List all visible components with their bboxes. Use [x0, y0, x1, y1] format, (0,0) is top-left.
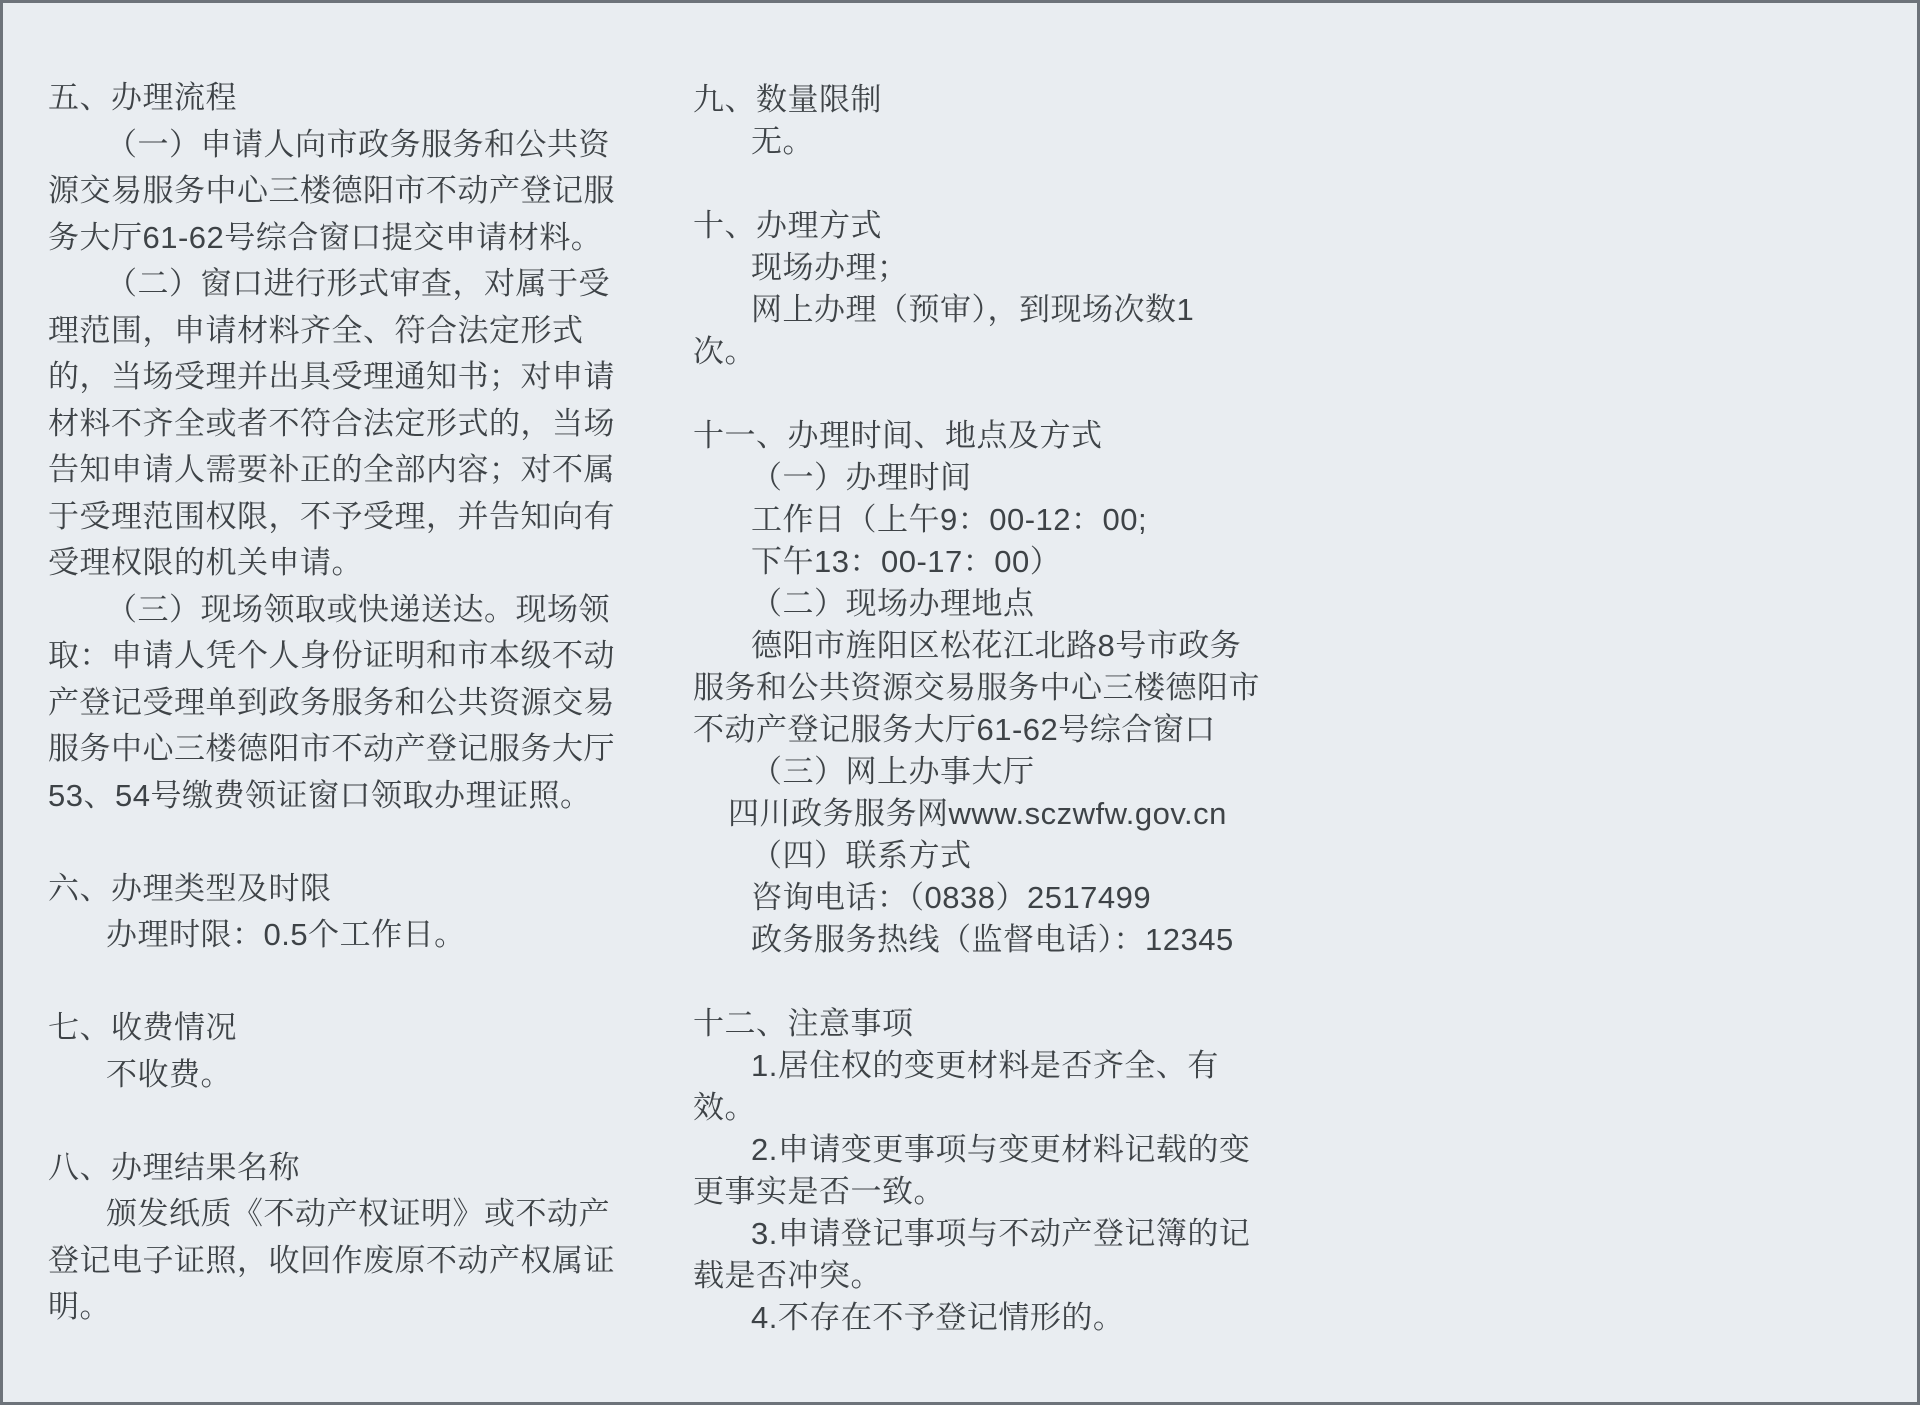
text-line: 4.不存在不予登记情形的。 — [751, 1300, 1125, 1335]
text-line: 颁发纸质《不动产权证明》或不动产 — [106, 1196, 610, 1231]
text-line: 不收费。 — [106, 1056, 232, 1092]
text-line: 产登记受理单到政务服务和公共资源交易 — [48, 684, 615, 720]
text-line: （一）申请人向市政务服务和公共资 — [106, 126, 610, 162]
text-line: 十、办理方式 — [693, 208, 882, 243]
text-line: 次。 — [693, 334, 756, 369]
text-line: （二）窗口进行形式审查，对属于受 — [106, 266, 610, 301]
text-line: 十一、办理时间、地点及方式 — [693, 418, 1103, 453]
text-line: 六、办理类型及时限 — [48, 870, 332, 906]
text-line: 不动产登记服务大厅61-62号综合窗口 — [693, 712, 1216, 747]
text-line: 下午13：00-17：00） — [751, 544, 1062, 579]
text-line: 53、54号缴费领证窗口领取办理证照。 — [48, 777, 592, 813]
text-line: 办理时限：0.5个工作日。 — [106, 917, 466, 952]
text-line: 明。 — [48, 1289, 111, 1324]
text-line: 理范围，申请材料齐全、符合法定形式 — [48, 312, 584, 348]
text-line: 现场办理； — [751, 250, 909, 285]
text-line — [693, 163, 1278, 205]
text-line — [48, 959, 626, 1006]
text-line: 咨询电话：（0838）2517499 — [751, 880, 1152, 915]
right-column — [693, 79, 1278, 1339]
text-line: （一）办理时间 — [751, 460, 972, 495]
text-line: 更事实是否一致。 — [693, 1174, 945, 1209]
text-line: 效。 — [693, 1090, 756, 1125]
text-line: 取：申请人凭个人身份证明和市本级不动 — [48, 638, 615, 673]
text-line: 务大厅61-62号综合窗口提交申请材料。 — [48, 219, 603, 255]
text-line: 服务中心三楼德阳市不动产登记服务大厅 — [48, 731, 615, 766]
left-column — [48, 75, 626, 1331]
text-line: 登记电子证照，收回作废原不动产权属证 — [48, 1242, 615, 1278]
text-line: 载是否冲突。 — [693, 1258, 882, 1293]
text-line: 的，当场受理并出具受理通知书；对申请 — [48, 359, 615, 394]
text-line: 3.申请登记事项与不动产登记簿的记 — [751, 1216, 1251, 1251]
text-line: 告知申请人需要补正的全部内容；对不属 — [48, 452, 615, 487]
text-line: 十二、注意事项 — [693, 1006, 914, 1041]
text-line: （三）网上办事大厅 — [751, 754, 1035, 789]
text-line — [48, 1098, 626, 1145]
text-line: 无。 — [751, 124, 814, 159]
text-line: 受理权限的机关申请。 — [48, 545, 363, 580]
text-line — [693, 961, 1278, 1003]
text-line: 八、办理结果名称 — [48, 1149, 300, 1185]
text-line — [693, 373, 1278, 415]
text-line: 源交易服务中心三楼德阳市不动产登记服 — [48, 173, 615, 208]
text-line: 于受理范围权限，不予受理，并告知向有 — [48, 498, 615, 534]
text-line: 网上办理（预审），到现场次数1 — [751, 292, 1195, 327]
text-line: 工作日（上午9：00-12：00; — [751, 502, 1148, 537]
text-line: （四）联系方式 — [751, 838, 972, 873]
text-line: （二）现场办理地点 — [751, 586, 1035, 621]
text-line: 七、收费情况 — [48, 1010, 237, 1045]
text-line: 五、办理流程 — [48, 80, 237, 115]
text-line: 2.申请变更事项与变更材料记载的变 — [751, 1132, 1251, 1167]
text-line: 四川政务服务网www.sczwfw.gov.cn — [728, 796, 1227, 831]
text-line: （三）现场领取或快递送达。现场领 — [106, 591, 610, 627]
text-line: 九、数量限制 — [693, 82, 882, 117]
text-line: 材料不齐全或者不符合法定形式的，当场 — [48, 405, 615, 441]
text-line: 1.居住权的变更材料是否齐全、有 — [751, 1048, 1219, 1083]
text-line — [48, 819, 626, 866]
text-line: 德阳市旌阳区松花江北路8号市政务 — [751, 628, 1242, 663]
text-line: 政务服务热线（监督电话）：12345 — [751, 922, 1234, 957]
text-line: 服务和公共资源交易服务中心三楼德阳市 — [693, 670, 1260, 705]
